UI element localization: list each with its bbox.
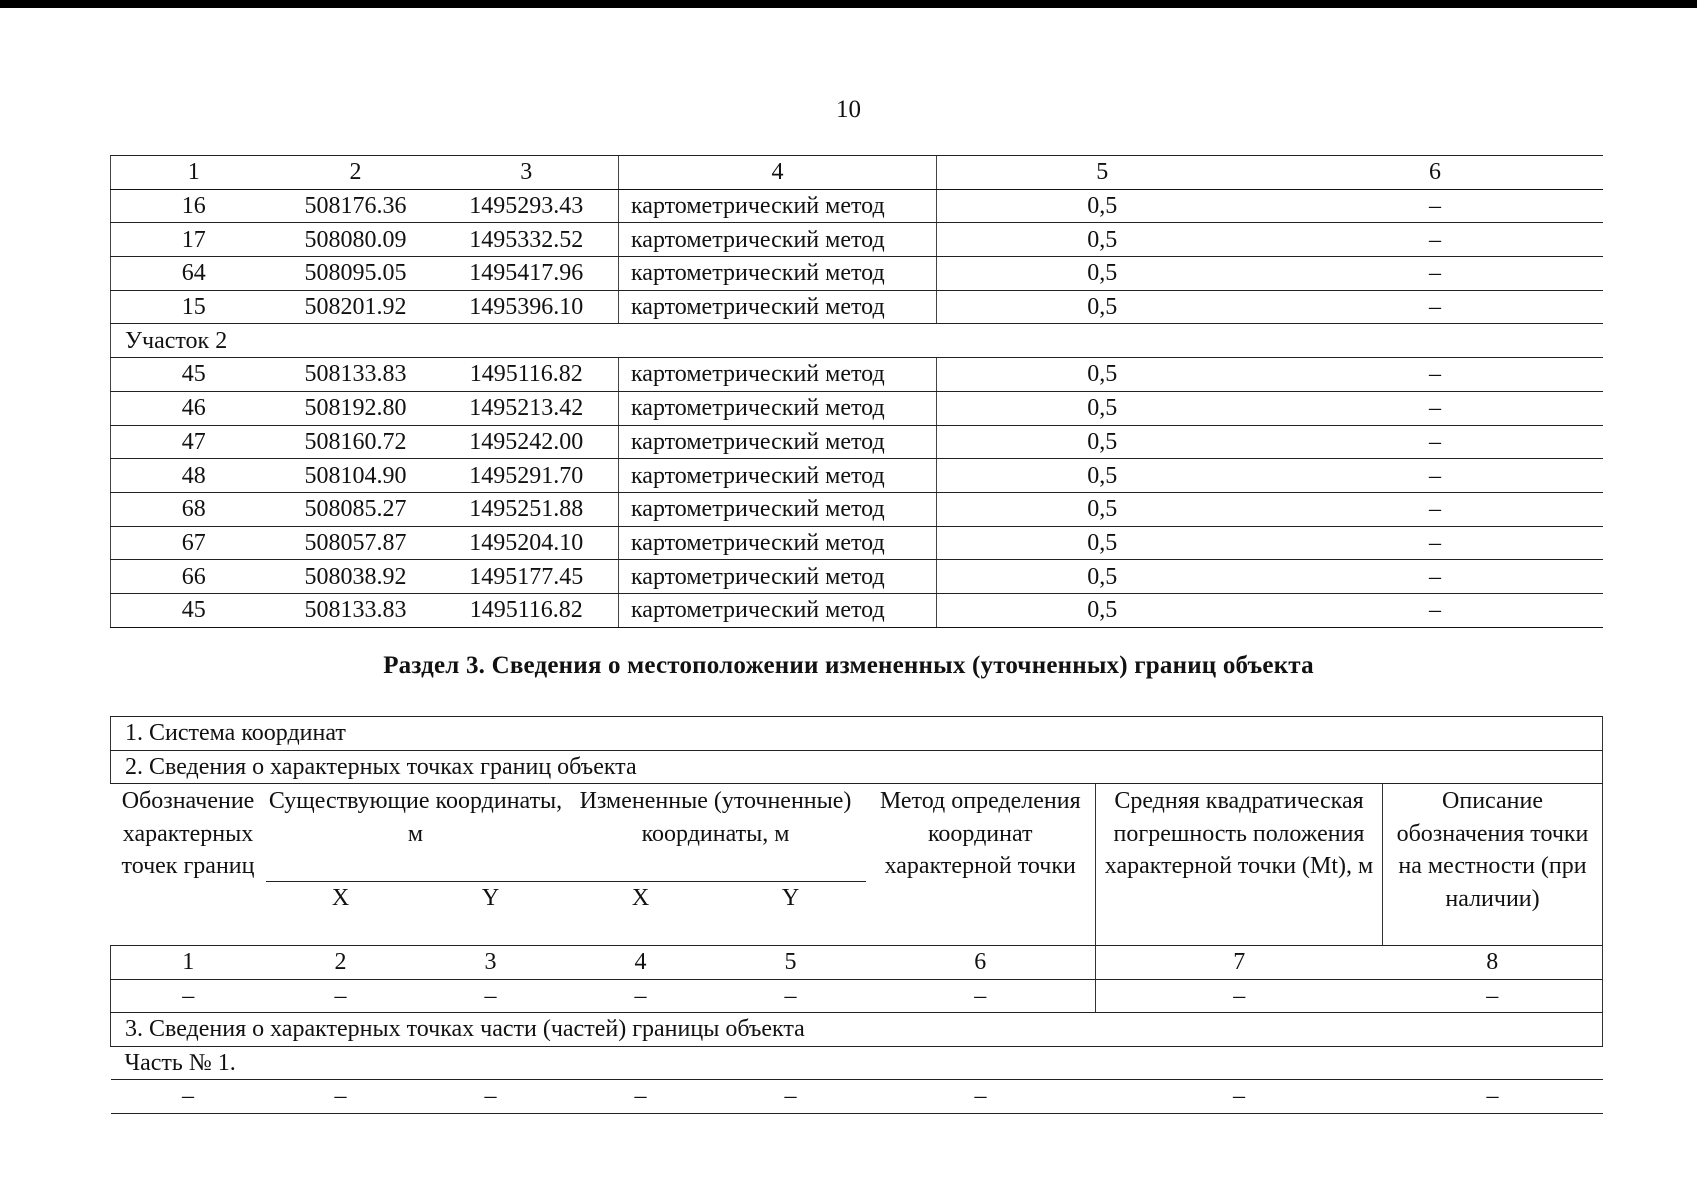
point-number: 64 (111, 257, 277, 291)
error-cell: 0,5 (937, 459, 1268, 493)
header-designation: Обозначение характерных точек границ (111, 784, 266, 946)
col-number: 3 (435, 156, 619, 190)
point-number: 46 (111, 391, 277, 425)
coord-x: 508133.83 (277, 593, 435, 627)
empty-cell: – (1383, 979, 1603, 1013)
empty-cell: – (716, 1080, 866, 1114)
empty-cell: – (866, 979, 1096, 1013)
error-cell: 0,5 (937, 425, 1268, 459)
error-cell: 0,5 (937, 560, 1268, 594)
description-cell: – (1268, 459, 1603, 493)
table-row (111, 492, 1603, 526)
header-error: Средняя квадратическая погрешность положения характерной точки (Mt), м (1096, 784, 1383, 946)
table-row (111, 560, 1603, 594)
col-number: 4 (566, 946, 716, 980)
description-cell: – (1268, 593, 1603, 627)
point-number: 66 (111, 560, 277, 594)
description-cell: – (1268, 425, 1603, 459)
method-cell: картометрический метод (619, 425, 937, 459)
empty-cell: – (716, 979, 866, 1013)
point-number: 47 (111, 425, 277, 459)
point-number: 45 (111, 593, 277, 627)
header-description: Описание обозначения точки на местности (при наличии) (1383, 784, 1603, 946)
scan-top-edge (0, 0, 1697, 8)
header-changed-x: X (566, 882, 716, 946)
empty-cell: – (1383, 1080, 1603, 1114)
description-cell: – (1268, 257, 1603, 291)
header-existing-x: X (266, 882, 416, 946)
description-cell: – (1268, 189, 1603, 223)
empty-cell: – (866, 1080, 1096, 1114)
table-row (111, 223, 1603, 257)
error-cell: 0,5 (937, 492, 1268, 526)
empty-cell: – (566, 979, 716, 1013)
table-row (111, 526, 1603, 560)
empty-cell: – (111, 979, 266, 1013)
table-row (111, 257, 1603, 291)
coord-x: 508085.27 (277, 492, 435, 526)
description-cell: – (1268, 492, 1603, 526)
coord-system-heading: 1. Система координат (111, 717, 1603, 751)
part-label: Часть № 1. (111, 1046, 1603, 1080)
col-number: 2 (266, 946, 416, 980)
description-cell: – (1268, 526, 1603, 560)
error-cell: 0,5 (937, 593, 1268, 627)
description-cell: – (1268, 223, 1603, 257)
coord-x: 508133.83 (277, 358, 435, 392)
changed-boundaries-table (110, 716, 1603, 1114)
method-cell: картометрический метод (619, 189, 937, 223)
table-row (111, 593, 1603, 627)
table-row (111, 391, 1603, 425)
method-cell: картометрический метод (619, 459, 937, 493)
method-cell: картометрический метод (619, 560, 937, 594)
empty-cell: – (416, 1080, 566, 1114)
col-number: 5 (716, 946, 866, 980)
page-number: 10 (836, 96, 861, 123)
point-number: 17 (111, 223, 277, 257)
coord-x: 508057.87 (277, 526, 435, 560)
points-heading: 2. Сведения о характерных точках границ объекта (111, 750, 1603, 784)
description-cell: – (1268, 391, 1603, 425)
column-number-row (111, 156, 1603, 190)
col-number: 8 (1383, 946, 1603, 980)
section-label: Участок 2 (111, 324, 1603, 358)
column-number-row (111, 946, 1603, 980)
error-cell: 0,5 (937, 391, 1268, 425)
table-row (111, 358, 1603, 392)
section-3-title: Раздел 3. Сведения о местоположении измененных (уточненных) границ объекта (383, 652, 1314, 679)
parts-heading: 3. Сведения о характерных точках части (частей) границы объекта (111, 1013, 1603, 1047)
point-number: 45 (111, 358, 277, 392)
coord-y: 1495177.45 (435, 560, 619, 594)
header-existing-coords: Существующие координаты, м (266, 784, 566, 882)
header-existing-y: Y (416, 882, 566, 946)
empty-cell: – (416, 979, 566, 1013)
col-number: 1 (111, 156, 277, 190)
col-number: 6 (1268, 156, 1603, 190)
method-cell: картометрический метод (619, 391, 937, 425)
empty-cell: – (566, 1080, 716, 1114)
col-number: 3 (416, 946, 566, 980)
coord-y: 1495293.43 (435, 189, 619, 223)
error-cell: 0,5 (937, 223, 1268, 257)
coord-y: 1495213.42 (435, 391, 619, 425)
description-cell: – (1268, 290, 1603, 324)
coord-y: 1495417.96 (435, 257, 619, 291)
table-row (111, 459, 1603, 493)
coord-y: 1495251.88 (435, 492, 619, 526)
description-cell: – (1268, 358, 1603, 392)
coord-x: 508201.92 (277, 290, 435, 324)
coord-y: 1495204.10 (435, 526, 619, 560)
method-cell: картометрический метод (619, 257, 937, 291)
method-cell: картометрический метод (619, 290, 937, 324)
point-number: 67 (111, 526, 277, 560)
method-cell: картометрический метод (619, 593, 937, 627)
coord-x: 508095.05 (277, 257, 435, 291)
point-number: 16 (111, 189, 277, 223)
table-row (111, 290, 1603, 324)
header-method: Метод определения координат характерной точки (866, 784, 1096, 946)
coord-x: 508192.80 (277, 391, 435, 425)
header-changed-y: Y (716, 882, 866, 946)
table-row (111, 1080, 1603, 1114)
description-cell: – (1268, 560, 1603, 594)
coord-x: 508038.92 (277, 560, 435, 594)
header-changed-coords: Измененные (уточненные) координаты, м (566, 784, 866, 882)
empty-cell: – (1096, 979, 1383, 1013)
empty-cell: – (266, 979, 416, 1013)
coord-x: 508104.90 (277, 459, 435, 493)
table-row (111, 189, 1603, 223)
empty-cell: – (266, 1080, 416, 1114)
col-number: 2 (277, 156, 435, 190)
table-row (111, 425, 1603, 459)
method-cell: картометрический метод (619, 223, 937, 257)
col-number: 6 (866, 946, 1096, 980)
method-cell: картометрический метод (619, 358, 937, 392)
method-cell: картометрический метод (619, 526, 937, 560)
coord-x: 508176.36 (277, 189, 435, 223)
empty-cell: – (1096, 1080, 1383, 1114)
coord-y: 1495242.00 (435, 425, 619, 459)
coord-y: 1495396.10 (435, 290, 619, 324)
coord-x: 508160.72 (277, 425, 435, 459)
coord-y: 1495291.70 (435, 459, 619, 493)
error-cell: 0,5 (937, 358, 1268, 392)
col-number: 4 (619, 156, 937, 190)
col-number: 5 (937, 156, 1268, 190)
error-cell: 0,5 (937, 290, 1268, 324)
empty-cell: – (111, 1080, 266, 1114)
table-row (111, 979, 1603, 1013)
error-cell: 0,5 (937, 189, 1268, 223)
error-cell: 0,5 (937, 526, 1268, 560)
method-cell: картометрический метод (619, 492, 937, 526)
col-number: 7 (1096, 946, 1383, 980)
point-number: 15 (111, 290, 277, 324)
col-number: 1 (111, 946, 266, 980)
point-number: 68 (111, 492, 277, 526)
points-table-continued (110, 155, 1603, 628)
coord-y: 1495116.82 (435, 358, 619, 392)
point-number: 48 (111, 459, 277, 493)
coord-x: 508080.09 (277, 223, 435, 257)
error-cell: 0,5 (937, 257, 1268, 291)
coord-y: 1495116.82 (435, 593, 619, 627)
coord-y: 1495332.52 (435, 223, 619, 257)
